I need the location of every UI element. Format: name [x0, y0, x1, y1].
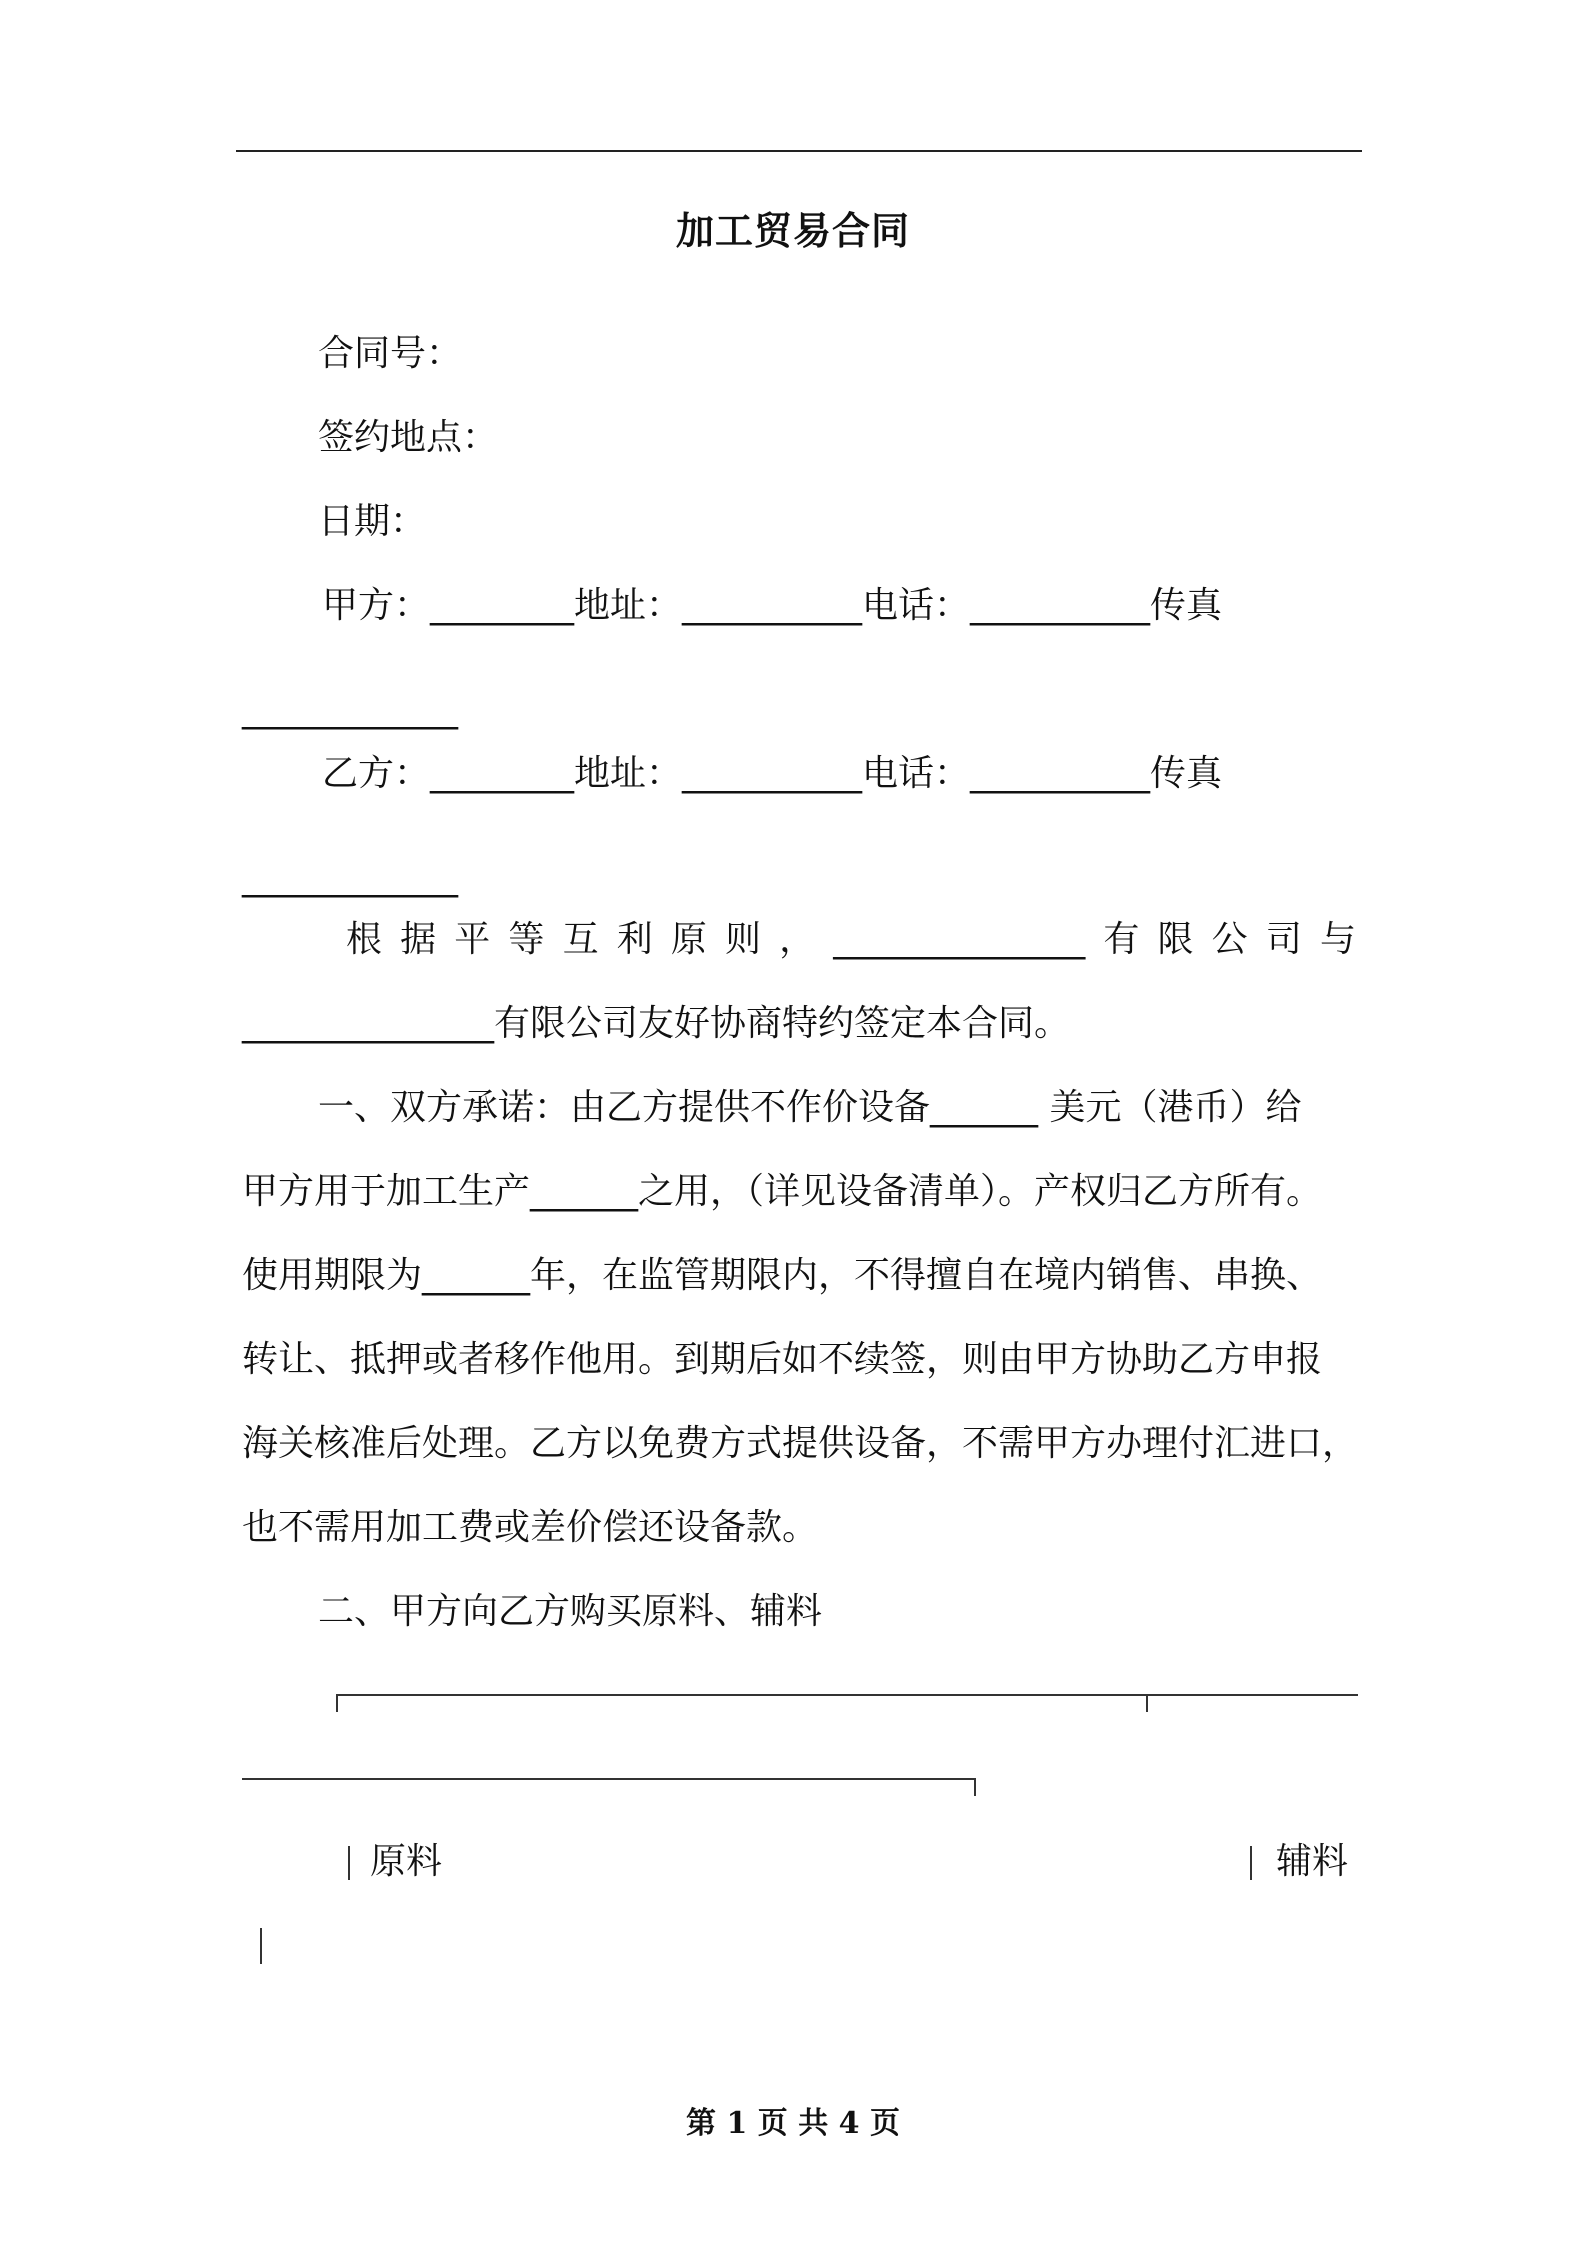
clause-1-line-3: 使用期限为______年，在监管期限内，不得擅自在境内销售、串换、 — [242, 1255, 1323, 1296]
table-corner-left — [336, 1694, 338, 1712]
clause-1-line-6: 也不需用加工费或差价偿还设备款。 — [242, 1507, 819, 1548]
intro-char: 利 — [616, 919, 653, 960]
party-b-line: 乙方：________地址：__________电话：__________传真 — [322, 753, 1223, 794]
party-b-fax-blank: ____________ — [242, 857, 458, 898]
intro-char: 原 — [670, 919, 707, 960]
table-corner-right — [974, 1778, 976, 1796]
document-title: 加工贸易合同 — [675, 209, 910, 253]
table-continuation-border — [242, 1778, 976, 1780]
intro-char: 有 — [1103, 919, 1140, 960]
page-footer: 第 1 页 共 4 页 — [686, 2106, 900, 2141]
intro-char: 与 — [1319, 919, 1356, 960]
clause-1-line-4: 转让、抵押或者移作他用。到期后如不续签，则由甲方协助乙方申报 — [242, 1339, 1323, 1380]
table-cell-divider — [1250, 1846, 1252, 1880]
table-corner-mid — [1146, 1694, 1148, 1712]
party-a-line: 甲方：________地址：__________电话：__________传真 — [322, 585, 1223, 626]
intro-char: 等 — [508, 919, 545, 960]
clause-2-heading: 二、甲方向乙方购买原料、辅料 — [318, 1591, 823, 1632]
table-header-auxiliary-material: 辅料 — [1276, 1841, 1349, 1882]
table-header-raw-material: 原料 — [370, 1841, 443, 1882]
intro-char: 限 — [1157, 919, 1194, 960]
intro-blank: ______________ — [833, 919, 1086, 960]
clause-1-line-2: 甲方用于加工生产______之用，（详见设备清单）。产权归乙方所有。 — [242, 1171, 1323, 1212]
table-cell-divider — [260, 1928, 262, 1964]
intro-char: ， — [779, 919, 816, 960]
intro-char: 则 — [724, 919, 761, 960]
clause-1-line-1: 一、双方承诺：由乙方提供不作价设备______ 美元（港币）给 — [318, 1087, 1302, 1128]
clause-1-line-5: 海关核准后处理。乙方以免费方式提供设备，不需甲方办理付汇进口， — [242, 1423, 1359, 1464]
intro-char: 平 — [454, 919, 491, 960]
intro-char: 据 — [400, 919, 437, 960]
intro-char: 根 — [346, 919, 383, 960]
intro-line-2: ______________有限公司友好协商特约签定本合同。 — [242, 1003, 1071, 1044]
intro-char: 公 — [1211, 919, 1248, 960]
table-top-border — [336, 1694, 1358, 1696]
header-rule — [236, 150, 1362, 152]
party-a-fax-blank: ____________ — [242, 689, 458, 730]
intro-char: 司 — [1265, 919, 1302, 960]
contract-number-label: 合同号： — [318, 333, 463, 374]
signing-place-label: 签约地点： — [318, 417, 499, 458]
date-label: 日期： — [318, 501, 427, 542]
intro-line-1 — [346, 916, 1356, 964]
table-cell-divider — [348, 1846, 350, 1880]
intro-char: 互 — [562, 919, 599, 960]
